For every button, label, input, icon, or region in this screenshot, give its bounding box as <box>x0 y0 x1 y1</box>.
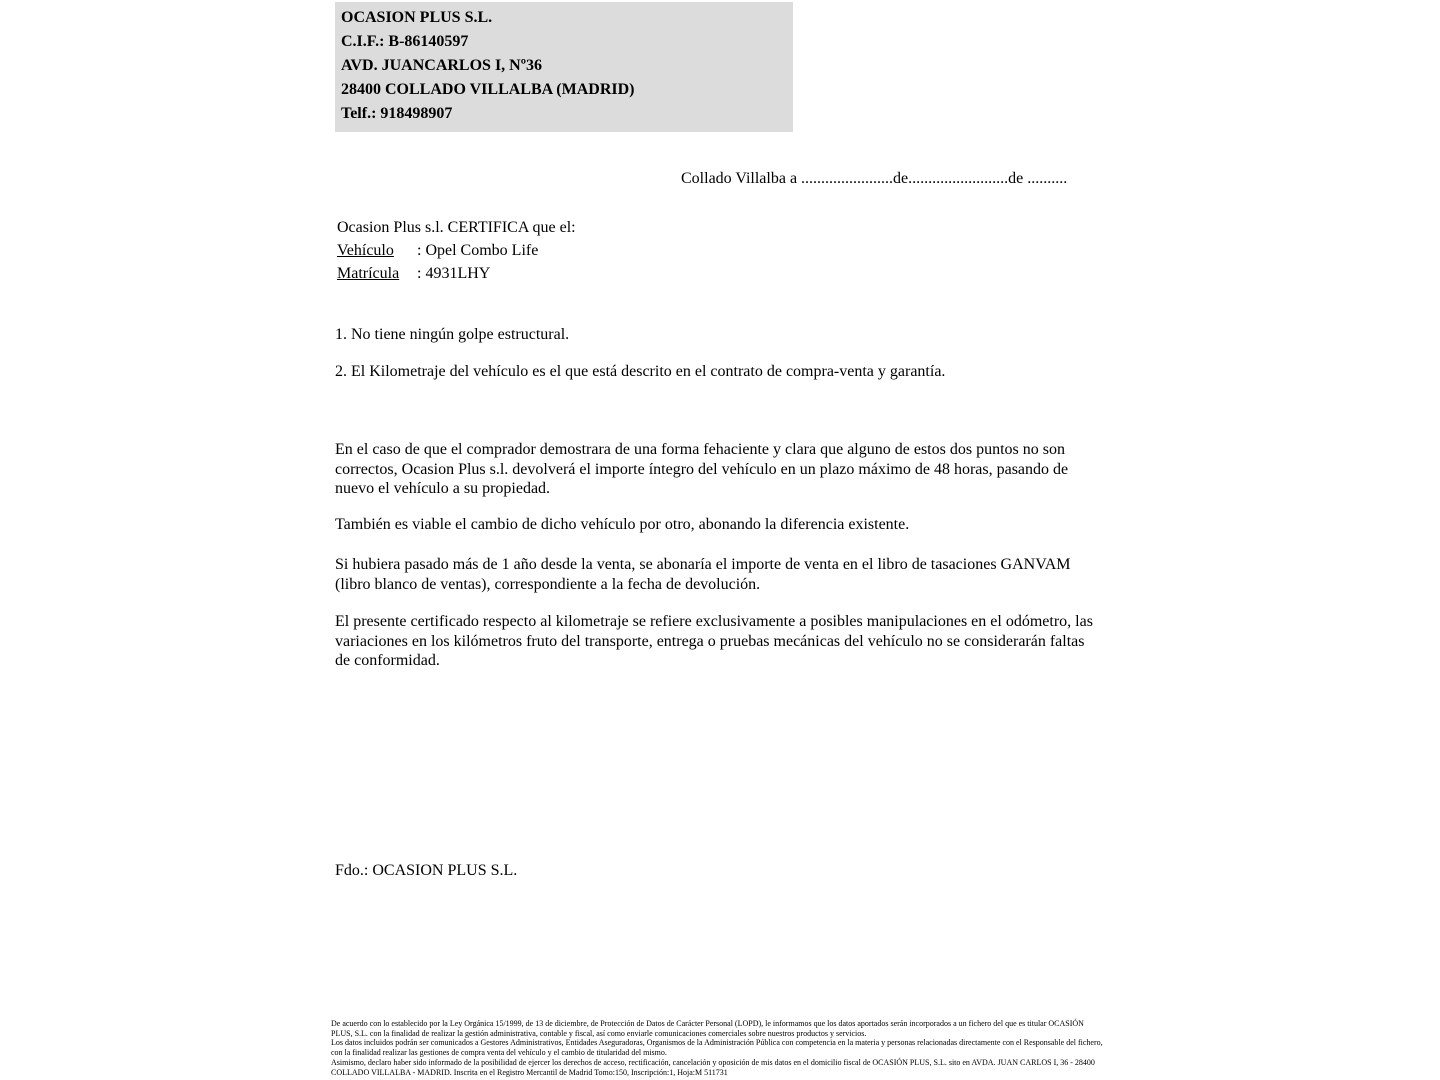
legal-footer <box>331 1019 1103 1077</box>
plate-value: : 4931LHY <box>417 265 491 282</box>
company-info-block <box>335 2 793 132</box>
company-name: OCASION PLUS S.L. <box>341 9 493 26</box>
paragraph-ganvam: Si hubiera pasado más de 1 año desde la venta, se abonaría el importe de venta en el libro de tasaciones GANVAM (libro blanco de ventas), correspondiente a la fecha de devolución. <box>335 556 1071 593</box>
plate-label-wrap <box>337 262 417 285</box>
vehicle-label: Vehículo <box>337 242 394 259</box>
vehicle-line <box>337 239 576 262</box>
vehicle-value: : Opel Combo Life <box>417 242 539 259</box>
company-phone: Telf.: 918498907 <box>341 105 453 122</box>
company-address: AVD. JUANCARLOS I, Nº36 <box>341 57 543 74</box>
certifies-intro: Ocasion Plus s.l. CERTIFICA que el: <box>337 219 576 236</box>
paragraph-refund: En el caso de que el comprador demostrara de una forma fehaciente y clara que alguno de estos dos puntos no son correctos, Ocasion Plus s.l. devolverá el importe íntegro del vehículo en un plazo máximo de 48 horas, pasando de nuevo el vehículo a su propiedad. <box>335 441 1069 497</box>
plate-label: Matrícula <box>337 265 400 282</box>
paragraph-odometer: El presente certificado respecto al kilometraje se refiere exclusivamente a posibles manipulaciones en el odómetro, las variaciones en los kilómetros fruto del transporte, entrega o pruebas mecánicas del vehículo no se considerarán faltas de conformidad. <box>335 613 1093 669</box>
vehicle-label-wrap <box>337 239 417 262</box>
plate-line <box>337 262 576 285</box>
point-2: 2. El Kilometraje del vehículo es el que está descrito en el contrato de compra-venta y garantía. <box>335 363 946 380</box>
legal-footer-paragraph-3: Asimismo, declaro haber sido informado de la posibilidad de ejercer los derechos de acceso, rectificación, cancelación y oposición de mis datos en el domicilio fiscal de OCASIÓN PLUS, S.L. sito en AVDA. JUAN CARLOS I, 36 - 28400 COLLADO VILLALBA - MADRID. Inscrita en el Registro Mercantil de Madrid Tomo:150, Inscripción:1, Hoja:M 511731 <box>331 1057 1095 1077</box>
paragraph-exchange: También es viable el cambio de dicho vehículo por otro, abonando la diferencia existente. <box>335 516 910 533</box>
certification-block <box>337 216 576 285</box>
legal-footer-paragraph-1: De acuerdo con lo establecido por la Ley Orgánica 15/1999, de 13 de diciembre, de Protección de Datos de Carácter Personal (LOPD), le informamos que los datos aportados serán incorporados a un fichero del que es titular OCASIÓN PLUS, S.L. con la finalidad de realizar la gestión administrativa, contable y fiscal, así como enviarle comunicaciones comerciales sobre nuestros productos y servicios. <box>331 1019 1084 1038</box>
company-city: 28400 COLLADO VILLALBA (MADRID) <box>341 81 635 98</box>
company-cif: C.I.F.: B-86140597 <box>341 33 469 50</box>
point-1: 1. No tiene ningún golpe estructural. <box>335 326 570 343</box>
signature-line: Fdo.: OCASION PLUS S.L. <box>335 862 518 879</box>
date-line: Collado Villalba a .......................de.........................de .......... <box>681 170 1068 187</box>
legal-footer-paragraph-2: Los datos incluidos podrán ser comunicados a Gestores Administrativos, Entidades Aseguradoras, Organismos de la Administración Pública con competencia en la materia y personas relacionadas directamente con el Responsable del fichero, con la finalidad realizar las gestiones de compra venta del vehículo y el cambio de titularidad del mismo. <box>331 1038 1103 1058</box>
